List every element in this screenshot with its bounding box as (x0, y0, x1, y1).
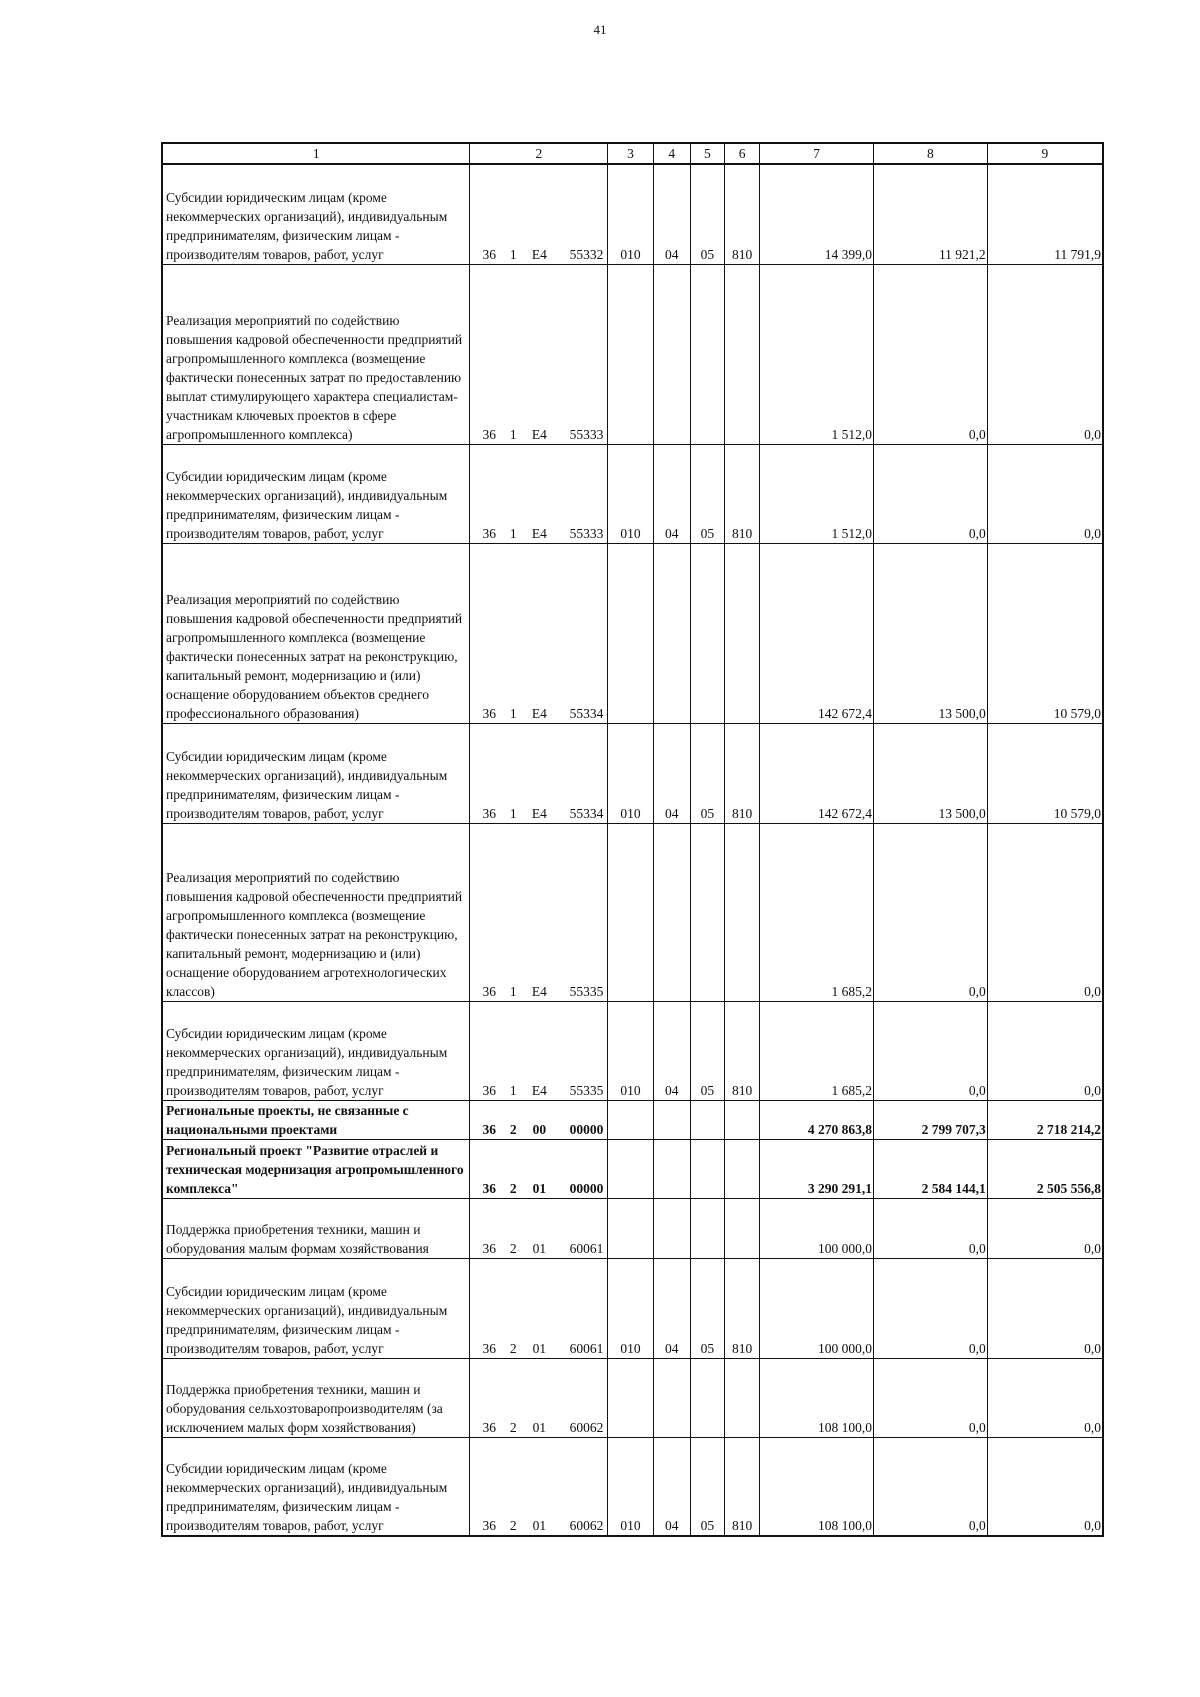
section-cell (653, 823, 690, 1001)
kcsr-direction-cell: 55335 (554, 823, 607, 1001)
amount-col8-cell: 0,0 (873, 1358, 987, 1437)
column-header: 8 (873, 143, 987, 164)
kcsr-program-cell: 36 (470, 1198, 502, 1258)
table-row (162, 723, 1103, 823)
amount-col9-cell: 0,0 (987, 264, 1103, 444)
kcsr-direction-cell: 55333 (554, 264, 607, 444)
ministry-code-cell: 010 (608, 723, 653, 823)
kcsr-project-cell: 01 (524, 1198, 554, 1258)
kcsr-project-cell: E4 (524, 1001, 554, 1100)
kcsr-direction-cell: 55335 (554, 1001, 607, 1100)
table-row (162, 444, 1103, 543)
amount-col7-cell: 1 512,0 (760, 444, 874, 543)
column-header: 5 (690, 143, 724, 164)
kcsr-project-cell: E4 (524, 444, 554, 543)
row-name-cell: Региональные проекты, не связанные с национальными проектами (162, 1100, 470, 1139)
amount-col8-cell: 0,0 (873, 823, 987, 1001)
amount-col9-cell: 0,0 (987, 1198, 1103, 1258)
kcsr-direction-cell: 55334 (554, 723, 607, 823)
kcsr-project-cell: 01 (524, 1258, 554, 1358)
amount-col7-cell: 142 672,4 (760, 723, 874, 823)
table-row (162, 1001, 1103, 1100)
kcsr-program-cell: 36 (470, 543, 502, 723)
kcsr-program-cell: 36 (470, 1358, 502, 1437)
amount-col7-cell: 1 685,2 (760, 1001, 874, 1100)
column-header: 4 (653, 143, 690, 164)
kcsr-direction-cell: 00000 (554, 1139, 607, 1198)
amount-col8-cell: 2 584 144,1 (873, 1139, 987, 1198)
row-name-cell: Поддержка приобретения техники, машин и оборудования сельхозтоваропроизводителям (за исключением малых форм хозяйствования) (162, 1358, 470, 1437)
ministry-code-cell: 010 (608, 1001, 653, 1100)
kcsr-subprogram-cell: 2 (502, 1358, 524, 1437)
section-cell (653, 1139, 690, 1198)
subsection-cell: 05 (690, 444, 724, 543)
section-cell (653, 1358, 690, 1437)
ministry-code-cell (608, 264, 653, 444)
amount-col9-cell: 10 579,0 (987, 723, 1103, 823)
amount-col9-cell: 0,0 (987, 1358, 1103, 1437)
kcsr-project-cell: E4 (524, 164, 554, 264)
section-cell (653, 1100, 690, 1139)
ministry-code-cell: 010 (608, 1258, 653, 1358)
amount-col7-cell: 1 685,2 (760, 823, 874, 1001)
amount-col7-cell: 4 270 863,8 (760, 1100, 874, 1139)
kcsr-subprogram-cell: 1 (502, 264, 524, 444)
row-name-cell: Субсидии юридическим лицам (кроме некоммерческих организаций), индивидуальным предпринимателям, физическим лицам - производителям товаров, работ, услуг (162, 723, 470, 823)
amount-col8-cell: 13 500,0 (873, 723, 987, 823)
budget-table (161, 142, 1104, 1537)
expense-type-cell: 810 (725, 444, 760, 543)
kcsr-subprogram-cell: 1 (502, 823, 524, 1001)
amount-col8-cell: 0,0 (873, 1437, 987, 1536)
expense-type-cell: 810 (725, 1001, 760, 1100)
kcsr-subprogram-cell: 1 (502, 444, 524, 543)
amount-col8-cell: 0,0 (873, 1001, 987, 1100)
column-header: 6 (725, 143, 760, 164)
amount-col8-cell: 2 799 707,3 (873, 1100, 987, 1139)
kcsr-program-cell: 36 (470, 164, 502, 264)
kcsr-subprogram-cell: 1 (502, 723, 524, 823)
kcsr-project-cell: E4 (524, 723, 554, 823)
row-name-cell: Реализация мероприятий по содействию повышения кадровой обеспеченности предприятий агропромышленного комплекса (возмещение фактически понесенных затрат по предоставлению выплат стимулирующего характера специалистам-участникам ключевых проектов в сфере агропромышленного комплекса) (162, 264, 470, 444)
amount-col9-cell: 0,0 (987, 1437, 1103, 1536)
expense-type-cell: 810 (725, 723, 760, 823)
kcsr-program-cell: 36 (470, 1258, 502, 1358)
amount-col9-cell: 0,0 (987, 823, 1103, 1001)
subsection-cell: 05 (690, 164, 724, 264)
amount-col8-cell: 13 500,0 (873, 543, 987, 723)
row-name-cell: Поддержка приобретения техники, машин и оборудования малым формам хозяйствования (162, 1198, 470, 1258)
expense-type-cell (725, 543, 760, 723)
kcsr-subprogram-cell: 1 (502, 164, 524, 264)
kcsr-subprogram-cell: 2 (502, 1437, 524, 1536)
kcsr-program-cell: 36 (470, 1139, 502, 1198)
amount-col7-cell: 3 290 291,1 (760, 1139, 874, 1198)
row-name-cell: Региональный проект "Развитие отраслей и техническая модернизация агропромышленного комплекса" (162, 1139, 470, 1198)
kcsr-program-cell: 36 (470, 1437, 502, 1536)
row-name-cell: Субсидии юридическим лицам (кроме некоммерческих организаций), индивидуальным предпринимателям, физическим лицам - производителям товаров, работ, услуг (162, 1001, 470, 1100)
section-cell: 04 (653, 1001, 690, 1100)
kcsr-program-cell: 36 (470, 444, 502, 543)
section-cell: 04 (653, 1437, 690, 1536)
expense-type-cell (725, 1358, 760, 1437)
amount-col8-cell: 0,0 (873, 264, 987, 444)
ministry-code-cell: 010 (608, 1437, 653, 1536)
expense-type-cell: 810 (725, 1258, 760, 1358)
amount-col7-cell: 14 399,0 (760, 164, 874, 264)
kcsr-direction-cell: 60061 (554, 1258, 607, 1358)
ministry-code-cell (608, 1100, 653, 1139)
section-cell (653, 1198, 690, 1258)
row-name-cell: Реализация мероприятий по содействию повышения кадровой обеспеченности предприятий агропромышленного комплекса (возмещение фактически понесенных затрат на реконструкцию, капитальный ремонт, модернизацию и (или) оснащение оборудованием агротехнологических классов) (162, 823, 470, 1001)
subsection-cell (690, 1198, 724, 1258)
amount-col9-cell: 10 579,0 (987, 543, 1103, 723)
subsection-cell (690, 1100, 724, 1139)
section-cell: 04 (653, 723, 690, 823)
row-name-cell: Реализация мероприятий по содействию повышения кадровой обеспеченности предприятий агропромышленного комплекса (возмещение фактически понесенных затрат на реконструкцию, капитальный ремонт, модернизацию и (или) оснащение оборудованием объектов среднего профессионального образования) (162, 543, 470, 723)
subsection-cell (690, 823, 724, 1001)
amount-col9-cell: 2 718 214,2 (987, 1100, 1103, 1139)
table-row (162, 543, 1103, 723)
column-header: 1 (162, 143, 470, 164)
kcsr-program-cell: 36 (470, 1001, 502, 1100)
amount-col7-cell: 100 000,0 (760, 1258, 874, 1358)
expense-type-cell (725, 1139, 760, 1198)
expense-type-cell: 810 (725, 164, 760, 264)
amount-col8-cell: 0,0 (873, 1198, 987, 1258)
section-cell: 04 (653, 444, 690, 543)
column-header: 3 (608, 143, 653, 164)
amount-col9-cell: 0,0 (987, 1258, 1103, 1358)
row-name-cell: Субсидии юридическим лицам (кроме некоммерческих организаций), индивидуальным предпринимателям, физическим лицам - производителям товаров, работ, услуг (162, 1258, 470, 1358)
subsection-cell: 05 (690, 1258, 724, 1358)
column-header: 7 (760, 143, 874, 164)
section-cell (653, 543, 690, 723)
amount-col8-cell: 11 921,2 (873, 164, 987, 264)
section-cell: 04 (653, 1258, 690, 1358)
kcsr-program-cell: 36 (470, 264, 502, 444)
table-row (162, 164, 1103, 264)
expense-type-cell: 810 (725, 1437, 760, 1536)
kcsr-program-cell: 36 (470, 1100, 502, 1139)
kcsr-project-cell: 01 (524, 1358, 554, 1437)
kcsr-direction-cell: 00000 (554, 1100, 607, 1139)
kcsr-direction-cell: 60061 (554, 1198, 607, 1258)
row-name-cell: Субсидии юридическим лицам (кроме некоммерческих организаций), индивидуальным предпринимателям, физическим лицам - производителям товаров, работ, услуг (162, 1437, 470, 1536)
subsection-cell: 05 (690, 1001, 724, 1100)
kcsr-project-cell: E4 (524, 264, 554, 444)
amount-col7-cell: 1 512,0 (760, 264, 874, 444)
kcsr-project-cell: 01 (524, 1139, 554, 1198)
kcsr-program-cell: 36 (470, 823, 502, 1001)
ministry-code-cell (608, 1139, 653, 1198)
amount-col7-cell: 100 000,0 (760, 1198, 874, 1258)
kcsr-subprogram-cell: 2 (502, 1139, 524, 1198)
kcsr-direction-cell: 55334 (554, 543, 607, 723)
kcsr-subprogram-cell: 2 (502, 1258, 524, 1358)
amount-col8-cell: 0,0 (873, 1258, 987, 1358)
kcsr-direction-cell: 60062 (554, 1358, 607, 1437)
kcsr-direction-cell: 55332 (554, 164, 607, 264)
amount-col7-cell: 108 100,0 (760, 1358, 874, 1437)
kcsr-subprogram-cell: 1 (502, 1001, 524, 1100)
subsection-cell (690, 264, 724, 444)
amount-col7-cell: 108 100,0 (760, 1437, 874, 1536)
kcsr-subprogram-cell: 2 (502, 1100, 524, 1139)
page-number: 41 (593, 22, 607, 37)
subsection-cell (690, 543, 724, 723)
amount-col7-cell: 142 672,4 (760, 543, 874, 723)
section-cell: 04 (653, 164, 690, 264)
table-row (162, 1139, 1103, 1198)
ministry-code-cell (608, 1198, 653, 1258)
subsection-cell: 05 (690, 1437, 724, 1536)
kcsr-project-cell: E4 (524, 543, 554, 723)
expense-type-cell (725, 1198, 760, 1258)
column-header: 2 (470, 143, 608, 164)
table-header-row (162, 143, 1103, 164)
expense-type-cell (725, 1100, 760, 1139)
kcsr-direction-cell: 60062 (554, 1437, 607, 1536)
kcsr-program-cell: 36 (470, 723, 502, 823)
amount-col9-cell: 2 505 556,8 (987, 1139, 1103, 1198)
amount-col8-cell: 0,0 (873, 444, 987, 543)
expense-type-cell (725, 823, 760, 1001)
subsection-cell (690, 1139, 724, 1198)
ministry-code-cell (608, 543, 653, 723)
ministry-code-cell (608, 1358, 653, 1437)
table-row (162, 1100, 1103, 1139)
subsection-cell (690, 1358, 724, 1437)
ministry-code-cell: 010 (608, 164, 653, 264)
section-cell (653, 264, 690, 444)
table-row (162, 1358, 1103, 1437)
column-header: 9 (987, 143, 1103, 164)
expense-type-cell (725, 264, 760, 444)
amount-col9-cell: 11 791,9 (987, 164, 1103, 264)
row-name-cell: Субсидии юридическим лицам (кроме некоммерческих организаций), индивидуальным предпринимателям, физическим лицам - производителям товаров, работ, услуг (162, 444, 470, 543)
ministry-code-cell: 010 (608, 444, 653, 543)
ministry-code-cell (608, 823, 653, 1001)
kcsr-subprogram-cell: 1 (502, 543, 524, 723)
table-row (162, 823, 1103, 1001)
kcsr-subprogram-cell: 2 (502, 1198, 524, 1258)
kcsr-project-cell: 01 (524, 1437, 554, 1536)
table-row (162, 1258, 1103, 1358)
kcsr-project-cell: E4 (524, 823, 554, 1001)
kcsr-project-cell: 00 (524, 1100, 554, 1139)
kcsr-direction-cell: 55333 (554, 444, 607, 543)
table-row (162, 1437, 1103, 1536)
amount-col9-cell: 0,0 (987, 1001, 1103, 1100)
amount-col9-cell: 0,0 (987, 444, 1103, 543)
row-name-cell: Субсидии юридическим лицам (кроме некоммерческих организаций), индивидуальным предпринимателям, физическим лицам - производителям товаров, работ, услуг (162, 164, 470, 264)
subsection-cell: 05 (690, 723, 724, 823)
table-row (162, 1198, 1103, 1258)
table-row (162, 264, 1103, 444)
